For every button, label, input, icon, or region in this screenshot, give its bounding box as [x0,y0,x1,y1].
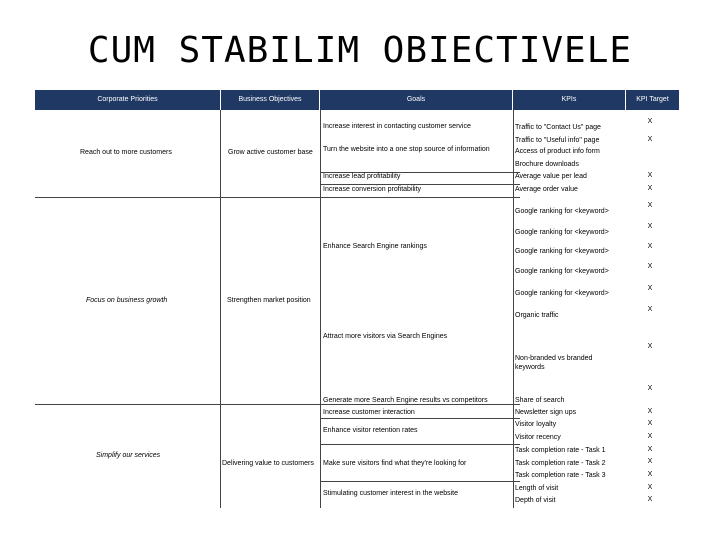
kpi-cell: Average order value [515,186,578,193]
page-title: CUM STABILIM OBIECTIVELE [87,30,633,71]
goal-cell: Increase interest in contacting customer service [323,123,471,130]
goal-cell: Enhance visitor retention rates [323,427,418,434]
kpi-target-mark: X [647,471,653,478]
column-divider [513,110,514,508]
column-divider [320,110,321,508]
header-kpis: KPIs [561,96,577,103]
kpi-target-mark: X [647,243,653,250]
header-business-objectives: Business Objectives [238,96,302,103]
header-goals: Goals [406,96,426,103]
kpi-cell: Organic traffic [515,312,559,319]
goal-cell: Increase lead profitability [323,173,401,180]
objective-cell: Grow active customer base [228,149,313,156]
kpi-cell: Google ranking for <keyword> [515,268,609,275]
goal-row-divider [320,444,520,445]
kpi-cell: Task completion rate - Task 2 [515,460,606,467]
kpi-target-mark: X [647,185,653,192]
section-divider [35,197,520,198]
section-divider [35,404,520,405]
kpi-target-mark: X [647,433,653,440]
kpi-cell: Task completion rate - Task 3 [515,472,606,479]
kpi-cell: Newsletter sign ups [515,409,577,416]
kpi-target-mark: X [647,343,653,350]
kpi-cell: Brochure downloads [515,161,579,168]
goal-cell: Turn the website into a one stop source of information [323,146,490,153]
goal-cell: Attract more visitors via Search Engines [323,333,448,340]
kpi-cell: Share of search [515,397,565,404]
kpi-cell: Google ranking for <keyword> [515,248,609,255]
kpi-target-mark: X [647,446,653,453]
kpi-target-mark: X [647,496,653,503]
kpi-cell: Visitor recency [515,434,561,441]
priority-cell: Focus on business growth [86,297,168,304]
kpi-cell: Google ranking for <keyword> [515,229,609,236]
kpi-cell: Visitor loyalty [515,421,557,428]
kpi-target-mark: X [647,118,653,125]
kpi-target-mark: X [647,385,653,392]
kpi-cell: Access of product info form [515,148,600,155]
kpi-target-mark: X [647,306,653,313]
kpi-cell: Task completion rate - Task 1 [515,447,606,454]
column-divider [220,110,221,508]
kpi-cell: Google ranking for <keyword> [515,208,609,215]
kpi-target-mark: X [647,458,653,465]
goal-cell: Make sure visitors find what they're looking for [323,460,467,467]
goal-row-divider [320,481,520,482]
objective-cell: Strengthen market position [227,297,311,304]
goal-cell: Enhance Search Engine rankings [323,243,427,250]
kpi-target-mark: X [647,420,653,427]
kpi-target-mark: X [647,285,653,292]
kpi-cell: Traffic to "Contact Us" page [515,124,601,131]
kpi-cell: Non-branded vs branded keywords [515,355,593,371]
kpi-target-mark: X [647,263,653,270]
header-kpi-target: KPI Target [636,96,669,103]
kpi-target-mark: X [647,223,653,230]
goal-row-divider [320,418,520,419]
kpi-cell: Length of visit [515,485,559,492]
priority-cell: Reach out to more customers [80,149,172,156]
kpi-target-mark: X [647,484,653,491]
objective-cell: Delivering value to customers [222,460,314,467]
kpi-target-mark: X [647,408,653,415]
kpi-cell: Average value per lead [515,173,587,180]
kpi-cell: Traffic to "Useful info" page [515,137,600,144]
goal-cell: Increase conversion profitability [323,186,422,193]
kpi-target-mark: X [647,202,653,209]
kpi-cell: Google ranking for <keyword> [515,290,609,297]
goal-cell: Increase customer interaction [323,409,415,416]
kpi-target-mark: X [647,136,653,143]
goal-row-divider [320,184,520,185]
goal-cell: Stimulating customer interest in the website [323,490,459,497]
priority-cell: Simplify our services [96,452,161,459]
kpi-target-mark: X [647,172,653,179]
kpi-cell: Depth of visit [515,497,556,504]
goal-cell: Generate more Search Engine results vs competitors [323,397,488,404]
header-corporate-priorities: Corporate Priorities [97,96,158,103]
